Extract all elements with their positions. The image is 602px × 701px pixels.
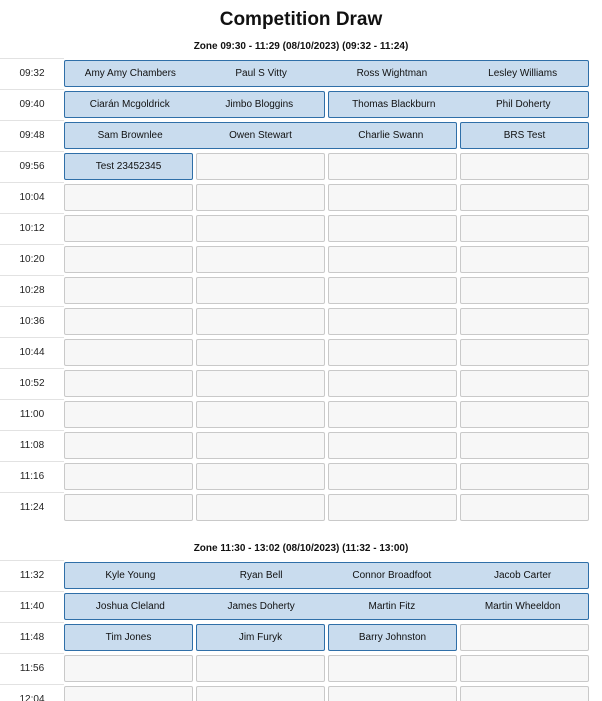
booking-group[interactable] — [64, 624, 193, 651]
empty-slot[interactable] — [64, 686, 193, 701]
page-title: Competition Draw — [219, 9, 383, 30]
empty-slot[interactable] — [460, 401, 589, 428]
empty-slot[interactable] — [64, 370, 193, 397]
empty-slot[interactable] — [460, 494, 589, 521]
empty-slot[interactable] — [328, 686, 457, 701]
empty-slot[interactable] — [196, 432, 325, 459]
booking-group[interactable] — [460, 122, 589, 149]
empty-slot[interactable] — [460, 686, 589, 701]
tee-time-row — [0, 560, 602, 591]
empty-slot[interactable] — [196, 463, 325, 490]
empty-slot[interactable] — [328, 215, 457, 242]
empty-slot[interactable] — [460, 463, 589, 490]
tee-time-row — [0, 461, 602, 492]
empty-slot[interactable] — [196, 494, 325, 521]
empty-slot[interactable] — [460, 339, 589, 366]
empty-slot[interactable] — [64, 401, 193, 428]
empty-slot[interactable] — [64, 494, 193, 521]
booking-group[interactable] — [196, 624, 325, 651]
empty-slot[interactable] — [64, 277, 193, 304]
empty-slot[interactable] — [460, 624, 589, 651]
player-name[interactable]: Jim Furyk — [238, 632, 283, 643]
empty-slot[interactable] — [64, 215, 193, 242]
player-name[interactable]: Charlie Swann — [358, 130, 424, 141]
tee-time-cells — [64, 399, 591, 430]
empty-slot[interactable] — [196, 370, 325, 397]
player-name[interactable]: Paul S Vitty — [235, 68, 287, 79]
player-name[interactable]: Connor Broadfoot — [352, 570, 432, 581]
empty-slot[interactable] — [196, 308, 325, 335]
empty-slot[interactable] — [328, 401, 457, 428]
tee-time-label: 10:28 — [19, 285, 45, 296]
tee-time-label: 09:32 — [19, 68, 45, 79]
tee-time-label: 11:08 — [19, 440, 45, 451]
tee-time-label: 10:12 — [19, 223, 45, 234]
empty-slot[interactable] — [328, 370, 457, 397]
player-name[interactable]: Owen Stewart — [229, 130, 292, 141]
tee-time-label: 10:20 — [19, 254, 45, 265]
tee-time-cells — [64, 653, 591, 684]
tee-time-label: 11:16 — [19, 471, 45, 482]
player-name[interactable]: Martin Wheeldon — [484, 601, 561, 612]
tee-time-row — [0, 58, 602, 89]
tee-time-row — [0, 306, 602, 337]
tee-time-label: 09:40 — [19, 99, 45, 110]
tee-time-label: 09:56 — [19, 161, 45, 172]
tee-time-row — [0, 337, 602, 368]
tee-time-cells — [64, 58, 591, 89]
player-name[interactable]: Ryan Bell — [239, 570, 283, 581]
empty-slot[interactable] — [328, 277, 457, 304]
tee-time-row — [0, 684, 602, 701]
empty-slot[interactable] — [328, 184, 457, 211]
empty-slot[interactable] — [64, 184, 193, 211]
player-name[interactable]: Lesley Williams — [488, 68, 558, 79]
booking-group[interactable] — [64, 60, 589, 87]
tee-time-row — [0, 653, 602, 684]
empty-slot[interactable] — [64, 432, 193, 459]
empty-slot[interactable] — [64, 655, 193, 682]
tee-time-cells — [64, 151, 591, 182]
empty-slot[interactable] — [460, 370, 589, 397]
tee-time-row — [0, 591, 602, 622]
tee-time-row — [0, 368, 602, 399]
tee-time-row — [0, 430, 602, 461]
player-name[interactable]: Tim Jones — [105, 632, 152, 643]
player-name[interactable]: Amy Amy Chambers — [84, 68, 176, 79]
empty-slot[interactable] — [328, 153, 457, 180]
player-name[interactable]: Barry Johnston — [358, 632, 427, 643]
tee-time-label: 11:32 — [19, 570, 45, 581]
player-name[interactable]: Jacob Carter — [494, 570, 552, 581]
empty-slot[interactable] — [196, 184, 325, 211]
tee-time-label: 11:48 — [19, 632, 45, 643]
tee-time-label: 10:04 — [19, 192, 45, 203]
booking-group[interactable] — [64, 153, 193, 180]
tee-time-label: 11:56 — [19, 663, 45, 674]
player-name[interactable]: Ross Wightman — [356, 68, 428, 79]
empty-slot[interactable] — [328, 494, 457, 521]
player-name[interactable]: BRS Test — [503, 130, 546, 141]
booking-group[interactable] — [64, 562, 589, 589]
competition-draw — [0, 38, 602, 701]
tee-time-row — [0, 120, 602, 151]
tee-time-row — [0, 275, 602, 306]
empty-slot[interactable] — [460, 215, 589, 242]
tee-time-cells — [64, 591, 591, 622]
player-name[interactable]: Thomas Blackburn — [352, 99, 436, 110]
empty-slot[interactable] — [460, 308, 589, 335]
tee-time-label: 09:48 — [19, 130, 45, 141]
tee-time-label: 11:24 — [19, 502, 45, 513]
empty-slot[interactable] — [460, 153, 589, 180]
zone-header: Zone 09:30 - 11:29 (08/10/2023) (09:32 - 11:24) — [193, 41, 409, 52]
tee-time-label: 10:52 — [19, 378, 45, 389]
empty-slot[interactable] — [64, 463, 193, 490]
tee-time-row — [0, 399, 602, 430]
empty-slot[interactable] — [460, 277, 589, 304]
empty-slot[interactable] — [196, 246, 325, 273]
empty-slot[interactable] — [328, 655, 457, 682]
empty-slot[interactable] — [328, 308, 457, 335]
empty-slot[interactable] — [460, 655, 589, 682]
booking-group[interactable] — [328, 91, 589, 118]
tee-time-cells — [64, 306, 591, 337]
tee-time-cells — [64, 430, 591, 461]
player-name[interactable]: Joshua Cleland — [95, 601, 165, 612]
player-name[interactable]: James Doherty — [227, 601, 295, 612]
empty-slot[interactable] — [64, 339, 193, 366]
tee-time-cells — [64, 275, 591, 306]
empty-slot[interactable] — [64, 308, 193, 335]
tee-time-row — [0, 89, 602, 120]
tee-time-cells — [64, 368, 591, 399]
empty-slot[interactable] — [64, 246, 193, 273]
player-name[interactable]: Kyle Young — [105, 570, 156, 581]
player-name[interactable]: Martin Fitz — [368, 601, 416, 612]
player-name[interactable]: Phil Doherty — [496, 99, 551, 110]
player-name[interactable]: Sam Brownlee — [97, 130, 163, 141]
booking-group[interactable] — [64, 91, 325, 118]
empty-slot[interactable] — [196, 277, 325, 304]
tee-time-label: 10:44 — [19, 347, 45, 358]
tee-time-row — [0, 244, 602, 275]
empty-slot[interactable] — [196, 153, 325, 180]
empty-slot[interactable] — [460, 432, 589, 459]
empty-slot[interactable] — [460, 246, 589, 273]
tee-time-label: 12:04 — [19, 694, 45, 701]
empty-slot[interactable] — [460, 184, 589, 211]
tee-time-cells — [64, 120, 591, 151]
tee-time-cells — [64, 337, 591, 368]
tee-time-row — [0, 182, 602, 213]
zone-spacer — [0, 523, 602, 540]
tee-time-cells — [64, 560, 591, 591]
player-name[interactable]: Ciarán Mcgoldrick — [89, 99, 170, 110]
tee-time-cells — [64, 492, 591, 523]
empty-slot[interactable] — [196, 215, 325, 242]
tee-time-cells — [64, 213, 591, 244]
tee-time-cells — [64, 89, 591, 120]
tee-time-label: 11:40 — [19, 601, 45, 612]
tee-time-cells — [64, 461, 591, 492]
empty-slot[interactable] — [196, 686, 325, 701]
empty-slot[interactable] — [196, 655, 325, 682]
tee-time-cells — [64, 182, 591, 213]
booking-group[interactable] — [328, 624, 457, 651]
tee-time-cells — [64, 684, 591, 701]
tee-time-cells — [64, 244, 591, 275]
player-name[interactable]: Jimbo Bloggins — [225, 99, 294, 110]
booking-group[interactable] — [64, 122, 457, 149]
empty-slot[interactable] — [328, 432, 457, 459]
tee-time-label: 11:00 — [19, 409, 45, 420]
empty-slot[interactable] — [328, 246, 457, 273]
player-name[interactable]: Test 23452345 — [95, 161, 162, 172]
empty-slot[interactable] — [196, 339, 325, 366]
tee-time-cells — [64, 622, 591, 653]
empty-slot[interactable] — [196, 401, 325, 428]
tee-time-row — [0, 151, 602, 182]
booking-group[interactable] — [64, 593, 589, 620]
empty-slot[interactable] — [328, 463, 457, 490]
tee-time-row — [0, 622, 602, 653]
tee-time-row — [0, 492, 602, 523]
tee-time-label: 10:36 — [19, 316, 45, 327]
zone-header: Zone 11:30 - 13:02 (08/10/2023) (11:32 - 13:00) — [193, 543, 409, 554]
empty-slot[interactable] — [328, 339, 457, 366]
tee-time-row — [0, 213, 602, 244]
